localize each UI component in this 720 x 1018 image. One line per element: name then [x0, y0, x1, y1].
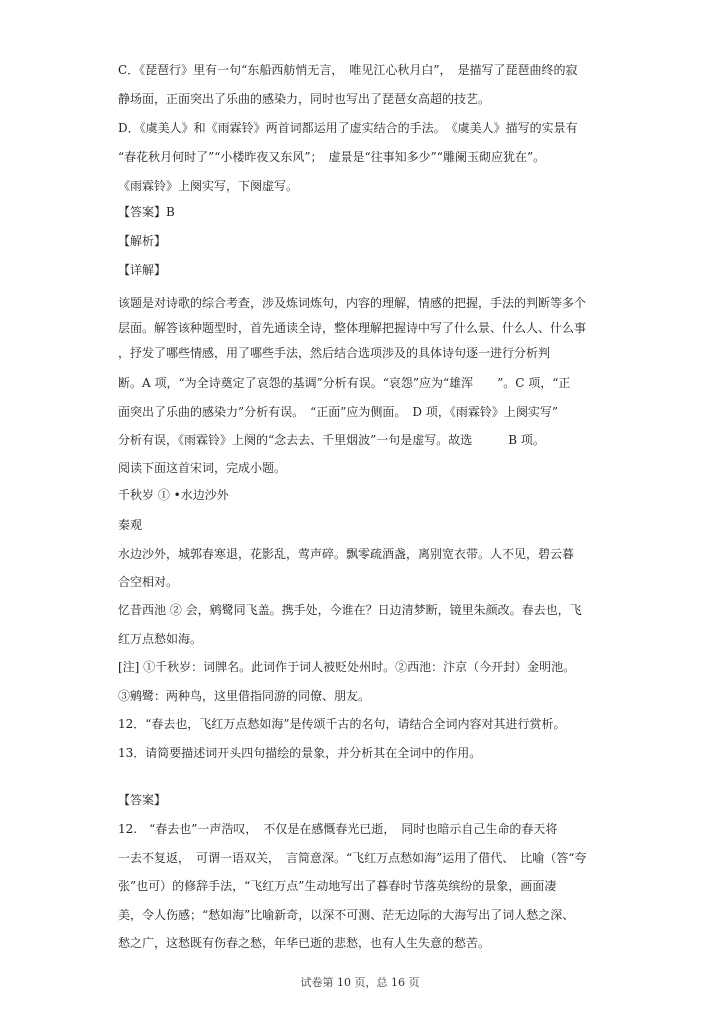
option-c-line-2: 静场面，正面突出了乐曲的感染力，同时也写出了琵琶女高超的技艺。 — [118, 92, 491, 106]
answer-label: 【答案】B — [118, 205, 175, 219]
answer-label-2: 【答案】 — [118, 793, 167, 807]
page-footer: 试卷第 10 页，总 16 页 — [300, 976, 420, 989]
poem-author: 秦观 — [118, 518, 143, 532]
poem-title: 千秋岁 ① •水边沙外 — [118, 488, 229, 502]
answer-12-line-1: 12. “春去也”一声浩叹， 不仅是在感慨春光已逝， 同时也暗示自己生命的春天将 — [118, 822, 558, 836]
answer-12-line-4: 美，令人伤感；“愁如海”比喻新奇，以深不可测、茫无边际的大海写出了词人愁之深、 — [118, 908, 575, 922]
analysis-label: 【解析】 — [118, 234, 167, 248]
option-c-line-1: C．《琵琶行》里有一句“东船西舫悄无言， 唯见江心秋月白”， 是描写了琵琶曲终的寂 — [118, 63, 578, 77]
detail-paragraph-line-6: 分析有误，《雨霖铃》上阕的“念去去、千里烟波”一句是虚写。故选 B 项。 — [118, 433, 545, 447]
detail-paragraph-line-5: 面突出了乐曲的感染力”分析有误。 “正面”应为侧面。 D 项，《雨霖铃》上阕实写” — [118, 405, 558, 419]
detail-paragraph-line-4: 断。A 项，“为全诗奠定了哀怨的基调”分析有误。“哀怨”应为“雄浑 ”。C 项，“正 — [118, 376, 571, 390]
reading-instruction: 阅读下面这首宋词，完成小题。 — [118, 461, 287, 475]
detail-paragraph-line-3: ，抒发了哪些情感，用了哪些手法，然后结合选项涉及的具体诗句逐一进行分析判 — [118, 346, 551, 360]
answer-12-line-3: 张”也可）的修辞手法，“飞红万点”生动地写出了暮春时节落英缤纷的景象，画面凄 — [118, 879, 557, 893]
option-d-line-1: D．《虞美人》和《雨霖铃》两首词都运用了虚实结合的手法。 《虞美人》描写的实景有 — [118, 121, 578, 135]
question-13: 13．请简要描述词开头四句描绘的景象，并分析其在全词中的作用。 — [118, 746, 482, 760]
poem-line-1: 水边沙外，城郭春寒退，花影乱，莺声碎。飘零疏酒盏，离别宽衣带。人不见，碧云暮 — [118, 547, 575, 561]
answer-12-line-5: 愁之广，这愁既有伤春之愁，年华已逝的悲愁，也有人生失意的愁苦。 — [118, 936, 491, 950]
detail-paragraph-line-2: 层面。解答该种题型时，首先通读全诗，整体理解把握诗中写了什么景、什么人、什么事 — [118, 321, 587, 335]
answer-12-line-2: 一去不复返， 可谓一语双关， 言简意深。“飞红万点愁如海”运用了借代、 比喻（答“夸 — [118, 851, 587, 865]
poem-line-3: 忆昔西池 ② 会，鹓鹭同飞盖。携手处，今谁在？日边清梦断，镜里朱颜改。春去也，飞 — [118, 603, 582, 617]
option-d-line-2: “春花秋月何时了”“小楼昨夜又东风”； 虚景是“往事知多少”“雕阑玉砌应犹在”。 — [118, 150, 546, 164]
annotation-line-1: [注] ①千秋岁：词牌名。此词作于词人被贬处州时。②西池：汴京（今开封）金明池。 — [118, 660, 576, 674]
poem-line-2: 合空相对。 — [118, 575, 179, 589]
question-12: 12．“春去也，飞红万点愁如海”是传颂千古的名句，请结合全词内容对其进行赏析。 — [118, 717, 566, 731]
option-d-line-3: 《雨霖铃》上阕实写，下阕虚写。 — [118, 179, 299, 193]
detail-paragraph-line-1: 该题是对诗歌的综合考查，涉及炼词炼句，内容的理解，情感的把握，手法的判断等多个 — [118, 296, 587, 310]
detail-label: 【详解】 — [118, 263, 167, 277]
annotation-line-2: ③鹓鹭：两种鸟，这里借指同游的同僚、朋友。 — [118, 689, 371, 703]
poem-line-4: 红万点愁如海。 — [118, 632, 203, 646]
